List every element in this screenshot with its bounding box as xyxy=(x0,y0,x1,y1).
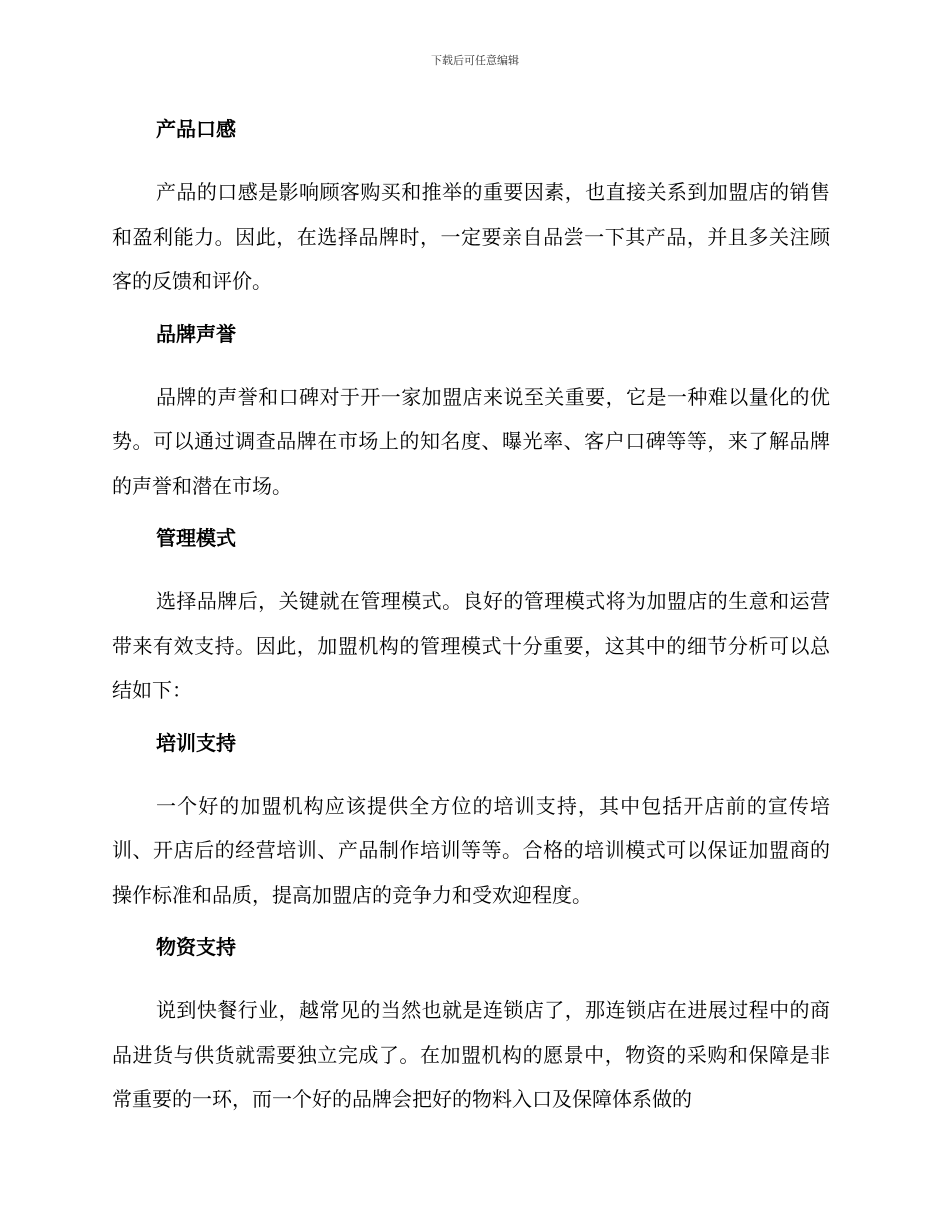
section-paragraph: 说到快餐行业，越常见的当然也就是连锁店了，那连锁店在进展过程中的商品进货与供货就需要独立完成了。在加盟机构的愿景中，物资的采购和保障是非常重要的一环，而一个好的品牌会把好的物料入口及保障体系做的 xyxy=(112,998,830,1111)
section-heading: 物资支持 xyxy=(156,935,236,959)
document-body xyxy=(112,113,830,1136)
section-brand-reputation xyxy=(112,318,830,509)
section-material-support xyxy=(112,931,830,1122)
page-header: 下载后可任意编辑 xyxy=(431,54,519,67)
section-management-mode xyxy=(112,522,830,713)
section-heading: 管理模式 xyxy=(156,526,236,550)
section-paragraph: 产品的口感是影响顾客购买和推举的重要因素，也直接关系到加盟店的销售和盈利能力。因此，在选择品牌时，一定要亲自品尝一下其产品，并且多关注顾客的反馈和评价。 xyxy=(112,180,830,293)
section-product-taste xyxy=(112,113,830,304)
section-heading: 品牌声誉 xyxy=(156,321,236,346)
section-training-support xyxy=(112,727,830,918)
section-paragraph: 选择品牌后，关键就在管理模式。良好的管理模式将为加盟店的生意和运营带来有效支持。因此，加盟机构的管理模式十分重要，这其中的细节分析可以总结如下： xyxy=(112,589,830,702)
section-heading: 培训支持 xyxy=(156,730,236,755)
section-paragraph: 品牌的声誉和口碑对于开一家加盟店来说至关重要，它是一种难以量化的优势。可以通过调查品牌在市场上的知名度、曝光率、客户口碑等等，来了解品牌的声誉和潜在市场。 xyxy=(112,384,830,498)
section-heading: 产品口感 xyxy=(156,117,236,141)
section-paragraph: 一个好的加盟机构应该提供全方位的培训支持，其中包括开店前的宣传培训、开店后的经营培训、产品制作培训等等。合格的培训模式可以保证加盟商的操作标准和品质，提高加盟店的竞争力和受欢迎程度。 xyxy=(112,793,830,907)
